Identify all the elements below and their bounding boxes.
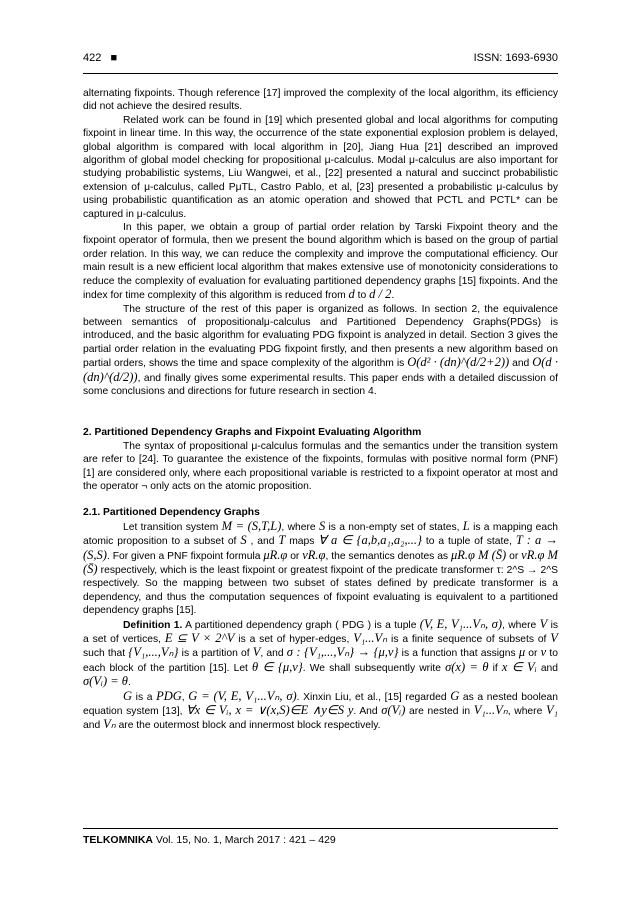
math-d-half: d / 2 (369, 287, 392, 302)
footer-rule (83, 828, 558, 829)
page-body (83, 87, 558, 733)
definition-label: Definition 1. (123, 619, 183, 631)
section-2-title: 2. Partitioned Dependency Graphs and Fixpoint Evaluating Algorithm (83, 427, 422, 439)
section-2-body: The syntax of propositional μ-calculus formulas and the semantics under the transition system are refer to [24]. To guarantee the existence of the fixpoints, formulas with positive normal form (PNF) [1] are considered only, where each propositional variable is restricted to a fixpoint operator at most and the operator ¬ only acts on the atomic proposition. (83, 440, 558, 492)
section-2-1-title: 2.1. Partitioned Dependency Graphs (83, 507, 260, 519)
footer-journal: TELKOMNIKA (83, 834, 153, 846)
paragraph-1: alternating fixpoints. Though reference [17] improved the complexity of the local algorithm, its efficiency did not achieve the desired results. (83, 88, 558, 113)
page-header (83, 52, 558, 64)
math-time-complexity: O(d² · (dn)^(d/2+2)) (407, 355, 510, 370)
pdg-nested-paragraph: G is a PDG, G = (V, E, V₁...Vₙ, σ). Xinxin Liu, et al., [15] regarded G as a nested boolean equation system [13], ∀x ∈ Vᵢ, x = ∨(x,S)∈E ∧y∈S y. And σ(Vᵢ) are nested in V₁...Vₙ, where V₁ and Vₙ are the outermost block and innermost block respectively. (83, 688, 558, 732)
header-issn: ISSN: 1693-6930 (473, 52, 558, 64)
footer-citation: Vol. 15, No. 1, March 2017 : 421 – 429 (155, 834, 336, 846)
header-rule (83, 73, 558, 74)
paragraph-2: Related work can be found in [19] which presented global and local algorithms for computing fixpoint in linear time. In this way, the occurrence of the state exponential explosion problem is delayed, global algorithm is compared with local algorithm in [20], Jiang Hua [21] described an improved algorithm of global model checking for propositional μ-calculus. Modal μ-calculus are also important for studying probabilistic systems, Liu Wangwei, et al., [22] presented a natural and succinct probabilistic extension of μ-calculus, called PμTL, Castro Pablo, et al, [23] presented a probabilistic μ-calculus by using probabilistic quantification as an atomic operation and showed that PCTL and PCTL* can be captured in μ-calculus. (83, 114, 558, 220)
paragraph-3: In this paper, we obtain a group of partial order relation by Tarski Fixpoint theory and the fixpoint operator of formula, then we present the bound algorithm which is based on the group of partial order relation. In this way, we can reduce the complexity and improve the computational efficiency. Our main result is a new efficient local algorithm that makes extensive use of monotonicity considerations to reduce the complexity of evaluation for evaluating partitioned dependency graphs [15] fixpoints. And the index for time complexity of this algorithm is reduced from d to d / 2. (83, 222, 558, 302)
transition-system-paragraph: Let transition system M = (S,T,L), where S is a non-empty set of states, L is a mapping each atomic proposition to a subset of S , and T maps ∀ a ∈ {a,b,a₁,a₂,...} to a tuple of state, T : a → (S,S). For given a PNF fixpoint formula μR.φ or νR.φ, the semantics denotes as μR.φ M (S̄) or νR.φ M (S̄) respectively, which is the least fixpoint or greatest fixpoint of the predicate transformer τ: 2^S → 2^S respectively. So the mapping between two subset of states defined by predicate transformer is a dependency, and thus the computation sequences of fixpoint evaluating is equivalent to a partitioned dependency graphs [15]. (83, 518, 558, 617)
page-footer (83, 834, 336, 846)
definition-1: Definition 1. A partitioned dependency graph ( PDG ) is a tuple (V, E, V₁...Vₙ, σ), where V is a set of vertices, E ⊆ V × 2^V is a set of hyper-edges, V₁...Vₙ is a finite sequence of subsets of V such that {V₁,...,Vₙ} is a partition of V, and σ : {V₁,...,Vₙ} → {μ,ν} is a function that assigns μ or ν to each block of the partition [15]. Let θ ∈ {μ,ν}. We shall subsequently write σ(x) = θ if x ∈ Vᵢ and σ(Vᵢ) = θ. (83, 616, 558, 689)
header-page-number: 422 ■ (83, 52, 118, 64)
paragraph-4: The structure of the rest of this paper is organized as follows. In section 2, the equivalence between semantics of propositionalμ-calculus and Partitioned Dependency Graphs(PDGs) is introduced, and the basic algorithm for evaluating PDG fixpoint is analyzed in detail. Section 3 gives the partial order relation in the evaluating PDG fixpoint firstly, and then presents a new algorithm based on partial orders, shows the time and space complexity of the algorithm is O(d² · (dn)^(d/2+2)) and O(d · (dn)^(d/2)), and finally gives some experimental results. This paper ends with a detailed discussion of some conclusions and directions for future research in section 4. (83, 303, 558, 397)
header-square-icon: ■ (110, 52, 118, 64)
math-space-complexity: O(d · (dn)^(d/2)) (83, 355, 558, 384)
math-d: d (348, 287, 355, 302)
